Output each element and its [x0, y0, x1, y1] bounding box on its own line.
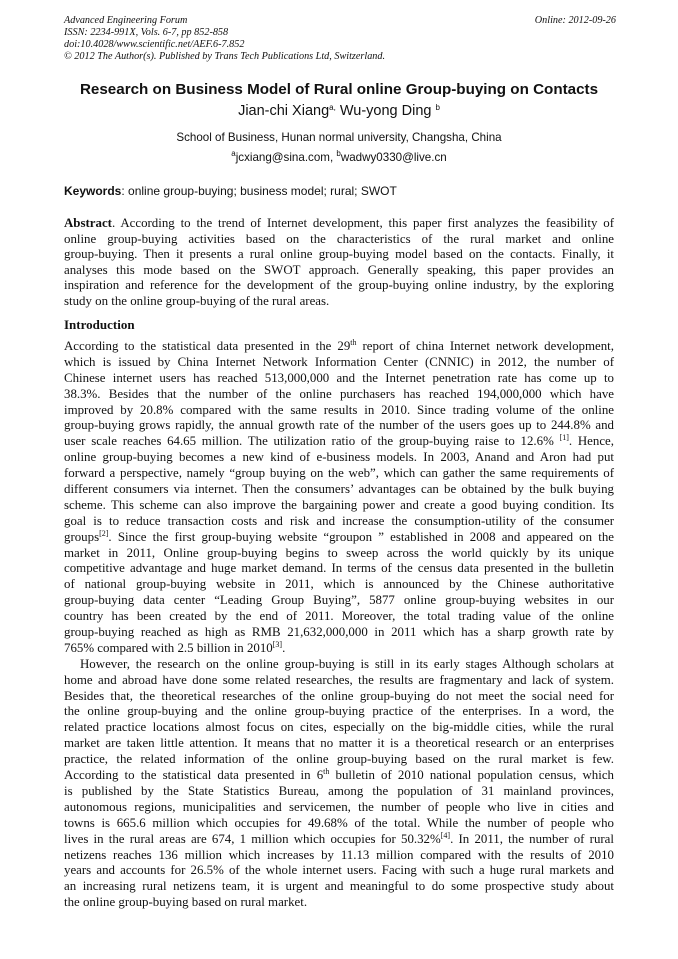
text-segment: . In 2011, the number of rural [450, 831, 614, 846]
text-segment: is published by the State Statistics Bureau, among the population of 31 mainland provinces, [64, 783, 614, 798]
text-segment: improved by 20.8% compared with the same results in 2010. Since trading volume of the online [64, 402, 614, 417]
text-line [64, 247, 614, 263]
superscript: th [323, 767, 330, 777]
text-line [64, 514, 614, 530]
text-line [64, 546, 614, 562]
text-segment: market in 2011, Online group-buying begins to sweep across the world quickly by its unique [64, 545, 614, 560]
paper-title: Research on Business Model of Rural online Group-buying on Contacts [79, 81, 599, 98]
text-segment: market are taken little attention. It means that no matter it is a theoretical research or an enterprises [64, 736, 614, 751]
text-segment: years and accounts for 26.5% of the whole internet users. Facing with such a huge rural markets and [64, 863, 614, 878]
text-line [64, 278, 614, 294]
text-line [64, 577, 614, 593]
superscript: th [350, 338, 357, 347]
text-line [64, 593, 614, 609]
text-line [64, 263, 614, 279]
text-line [64, 450, 614, 466]
text-line [64, 294, 614, 310]
text-segment: However, the research on the online group-buying is still in its early stages Although scholars at [80, 656, 614, 671]
text-segment: scheme. This scheme can also improve the bargaining power and create a good buying condition. Its [64, 497, 614, 512]
email-2-marker: b [336, 149, 341, 158]
text-segment: bulletin of 2010 national population census, which [329, 768, 614, 783]
superscript: [2] [99, 528, 109, 538]
text-line [64, 720, 614, 736]
text-line [64, 418, 614, 434]
text-line [64, 216, 614, 232]
text-segment: group-buying. Then it presents a rural online group-buying model based on the contacts. Finally, it [64, 247, 614, 262]
text-segment: goal is to reduce transaction costs and risk and increase the consumption-utility of the consumer [64, 513, 614, 528]
text-line [64, 673, 614, 689]
text-line [64, 863, 614, 879]
authors [0, 103, 678, 119]
text-segment: of national group-buying website in 2011, which is announced by the Chinese authoritative [64, 577, 614, 592]
text-line [64, 434, 614, 450]
text-segment: the online group-buying and the online group-buying practice of the enterprises. In a word, the [64, 704, 614, 719]
text-segment: inspiration and reference for the development of the group-buying online industry, by the exploring [64, 278, 614, 293]
text-segment: practice, the related information of the online group-buying based on the rural market is few. [64, 752, 614, 767]
text-line [64, 482, 614, 498]
text-line [64, 784, 614, 800]
text-line [64, 609, 614, 625]
text-line [64, 466, 614, 482]
text-segment: the online group-buying based on rural market. [64, 895, 308, 910]
text-segment: country has been created by the end of 2011. Moreover, the total trading value of the online [64, 609, 614, 624]
text-line [64, 530, 614, 546]
text-line [64, 561, 614, 577]
text-segment: analyses this mode based on the SWOT approach. Generally speaking, this paper provides an [64, 262, 614, 277]
doi: doi:10.4028/www.scientific.net/AEF.6-7.852 [64, 39, 245, 50]
text-segment: . Hence, [568, 434, 614, 449]
text-segment: forward a perspective, namely “group buying on the web”, which can gather the same requirements of [64, 466, 614, 481]
text-segment: autonomous regions, municipalities and servicemen, the number of people who live in cities and [64, 799, 614, 814]
text-segment: According to the statistical data presented in the 29 [64, 339, 351, 353]
text-segment: . According to the trend of Internet development, this paper first analyzes the feasibility of [111, 216, 614, 230]
copyright: © 2012 The Author(s). Published by Trans Tech Publications Ltd, Switzerland. [64, 51, 386, 62]
emails [0, 151, 678, 164]
abstract-label: Abstract [64, 216, 112, 230]
issn: ISSN: 2234-991X, Vols. 6-7, pp 852-858 [64, 27, 229, 38]
text-line [64, 752, 614, 768]
text-segment: . Since the first group-buying website “groupon ” established in 2008 and appeared on the [108, 529, 614, 544]
text-segment: group-buying grows rapidly, the annual growth rate of the number of the users goes up to 244.8% and [64, 418, 614, 433]
keywords-label: Keywords [64, 184, 122, 198]
online-date: Online: 2012-09-26 [534, 15, 616, 26]
text-segment: According to the statistical data presented in 6 [64, 768, 324, 783]
text-line [64, 689, 614, 705]
text-line [64, 625, 614, 641]
email-1-marker: a [231, 149, 236, 158]
text-segment: report of china Internet network development, [356, 339, 614, 353]
author-1: Jian-chi Xiang [238, 103, 330, 119]
text-segment: competitive advantage and huge market demand. In terms of the census data presented in the bulletin [64, 561, 614, 576]
journal-name: Advanced Engineering Forum [64, 15, 188, 26]
text-segment: Chinese internet users has reached 513,000,000 and the Internet penetration rate has come up to [64, 370, 614, 385]
superscript: [1] [559, 433, 569, 443]
author-2-affil: b [435, 103, 440, 112]
text-line [64, 768, 614, 784]
text-line [64, 355, 614, 371]
text-segment: . [282, 640, 286, 655]
affiliation: School of Business, Hunan normal university, Changsha, China [176, 131, 502, 144]
text-segment: towns is 665.6 million which occupies for 49.68% of the total. While the number of people who [64, 815, 614, 830]
text-line [64, 816, 614, 832]
text-line [64, 641, 614, 657]
abstract [64, 216, 614, 310]
text-segment: lives in the rural areas are 674, 1 million which occupies for 50.32% [64, 831, 441, 846]
section-heading-introduction: Introduction [64, 317, 135, 332]
text-segment: different consumers via internet. Then the consumers’ advantages can be obtained by the bulk buying [64, 482, 614, 497]
text-segment: home and abroad have done some related researches, the results are fragmentary and lack of system. [64, 672, 614, 687]
text-segment: group-buying reached as high as RMB 21,632,000,000 in 2011 which has a sharp growth rate by [64, 625, 614, 640]
text-segment: 38.3%. Besides that the number of the online purchasers has reached 194,000,000 which have [64, 386, 614, 401]
text-segment: Besides that, the theoretical researches of the online group-buying do not meet the social need for [64, 688, 614, 703]
text-segment: an increasing rural netizens team, it is urgent and meaningful to do some prospective study about [64, 879, 614, 894]
author-1-affil: a, [329, 103, 336, 112]
text-segment: user scale reaches 64.65 million. The utilization ratio of the group-buying raise to 12.6% [64, 434, 560, 449]
text-line [64, 339, 614, 355]
text-line [64, 736, 614, 752]
text-segment: group-buying data center “Leading Group Buying”, 5877 online group-buying websites in our [64, 593, 614, 608]
author-2: Wu-yong Ding [335, 103, 436, 119]
text-line [64, 498, 614, 514]
text-line [64, 371, 614, 387]
text-line [64, 657, 614, 673]
text-segment: online group-buying activities based on the characteristics of the rural market and online [64, 231, 614, 246]
text-line [64, 848, 614, 864]
text-line [64, 800, 614, 816]
text-line [64, 832, 614, 848]
text-line [64, 879, 614, 895]
text-line [64, 895, 614, 911]
text-line [64, 232, 614, 248]
text-segment: netizens reaches 136 million which increases by 11.13 million compared with the results of 2010 [64, 847, 614, 862]
text-segment: online group-buying becomes a new kind of e-business models. In 2003, Anand and Aron had put [64, 450, 614, 465]
introduction-body [64, 339, 614, 911]
text-segment: groups [64, 529, 100, 544]
email-1: jcxiang@sina.com, [235, 151, 337, 164]
superscript: [3] [272, 639, 283, 649]
text-segment: which is issued by China Internet Network Information Center (CNNIC) in 2012, the number of [64, 354, 614, 369]
keywords [64, 184, 397, 198]
text-line [64, 387, 614, 403]
text-line [64, 704, 614, 720]
superscript: [4] [440, 830, 451, 840]
text-segment: study on the online group-buying of the rural areas. [64, 293, 330, 308]
text-segment: 765% compared with 2.5 billion in 2010 [64, 640, 273, 655]
text-segment: related practice locations almost focus on cites, especially on the big-middle cities, while the rural [64, 720, 614, 735]
email-2: wadwy0330@live.cn [340, 151, 447, 164]
keywords-text: : online group-buying; business model; rural; SWOT [121, 184, 397, 198]
text-line [64, 403, 614, 419]
